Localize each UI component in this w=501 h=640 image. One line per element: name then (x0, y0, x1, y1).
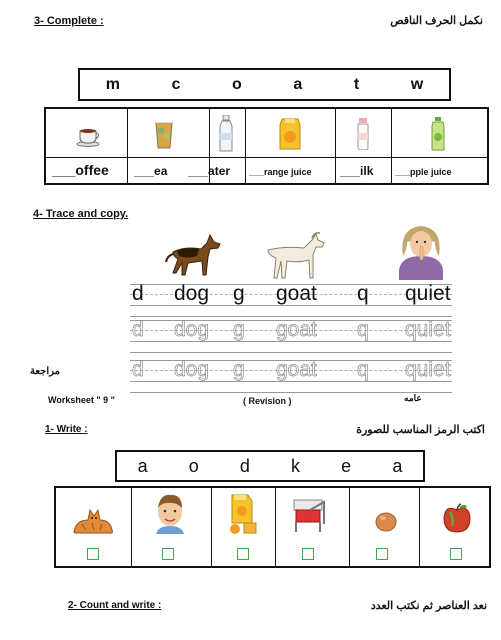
section2-title: 2- Count and write : (68, 600, 162, 611)
answer-checkbox[interactable] (376, 548, 388, 560)
word-coffee: ___offee (52, 162, 109, 178)
answer-checkbox[interactable] (450, 548, 462, 560)
letter-bank-item: m (105, 75, 121, 93)
answer-checkbox[interactable] (237, 548, 249, 560)
coffee-cup-icon (76, 123, 102, 147)
section3-letter-bank (78, 68, 451, 101)
letter-bank-item: w (410, 75, 424, 93)
trace-word-goat: goat (276, 282, 317, 305)
word-orange-juice: ___range juice (249, 167, 312, 177)
trace-letter-q: q (357, 318, 369, 341)
letter-bank-item: o (188, 455, 199, 476)
desk-icon (290, 496, 332, 534)
goat-icon (262, 232, 326, 280)
apple-juice-icon (431, 117, 445, 151)
trace-row-ghost (130, 358, 452, 394)
answer-checkbox[interactable] (87, 548, 99, 560)
word-apple-juice: ___pple juice (395, 167, 452, 177)
water-bottle-icon (219, 115, 233, 153)
trace-letter-d: d (132, 358, 144, 381)
trace-word-quiet: quiet (405, 358, 451, 381)
letter-bank-item: d (239, 455, 250, 476)
orange-juice-icon (279, 117, 301, 151)
trace-word-dog: dog (174, 318, 210, 341)
general-label-arabic: عامه (404, 393, 422, 403)
milk-bottle-icon (354, 118, 372, 150)
review-label-arabic: مراجعة (30, 366, 61, 377)
ruled-line (130, 316, 452, 317)
trace-letter-d: d (132, 282, 144, 305)
tea-glass-icon (153, 120, 175, 150)
letter-bank-item: t (353, 75, 360, 93)
revision-label: ( Revision ) (243, 396, 292, 406)
word-water: ___ater (188, 164, 231, 178)
trace-row-ghost (130, 318, 452, 354)
section3-arabic-title: نكمل الحرف الناقص (390, 15, 483, 27)
section1-picture-table (54, 486, 491, 568)
answer-checkbox[interactable] (162, 548, 174, 560)
trace-word-goat: goat (276, 318, 317, 341)
dog-icon (165, 234, 223, 280)
egg-icon (374, 510, 398, 534)
section2-arabic-title: نعد العناصر ثم نكتب العدد (370, 600, 487, 612)
trace-word-dog: dog (174, 358, 210, 381)
apple-icon (442, 502, 472, 534)
letter-bank-item: a (293, 75, 303, 93)
trace-letter-g: g (233, 358, 245, 381)
word-tea: ___ea (134, 164, 168, 178)
trace-letter-g: g (233, 318, 245, 341)
section4-title: 4- Trace and copy. (33, 208, 129, 220)
answer-checkbox[interactable] (302, 548, 314, 560)
ruled-line (130, 352, 452, 353)
boy-icon (146, 494, 194, 534)
trace-letter-q: q (357, 358, 369, 381)
trace-word-quiet: quiet (405, 282, 451, 305)
section1-title: 1- Write : (45, 424, 88, 435)
quiet-girl-icon (389, 222, 455, 280)
section3-title: 3- Complete : (34, 15, 104, 27)
trace-word-quiet: quiet (405, 318, 451, 341)
section1-letter-bank (115, 450, 425, 482)
letter-bank-item: c (171, 75, 181, 93)
cat-icon (72, 506, 114, 536)
trace-letter-q: q (357, 282, 369, 305)
worksheet-number: Worksheet " 9 " (48, 395, 115, 405)
letter-bank-item: e (341, 455, 352, 476)
trace-row-solid (130, 282, 452, 318)
word-milk: ___ilk (340, 164, 374, 178)
trace-word-dog: dog (174, 282, 210, 305)
section1-arabic-title: اكتب الرمز المناسب للصورة (356, 424, 485, 436)
letter-bank-item: a (137, 455, 148, 476)
section3-table (44, 107, 489, 185)
letter-bank-item: a (392, 455, 403, 476)
letter-bank-item: o (232, 75, 242, 93)
trace-letter-g: g (233, 282, 245, 305)
letter-bank-item: k (291, 455, 301, 476)
trace-letter-d: d (132, 318, 144, 341)
orange-juice-icon (228, 493, 258, 535)
trace-word-goat: goat (276, 358, 317, 381)
